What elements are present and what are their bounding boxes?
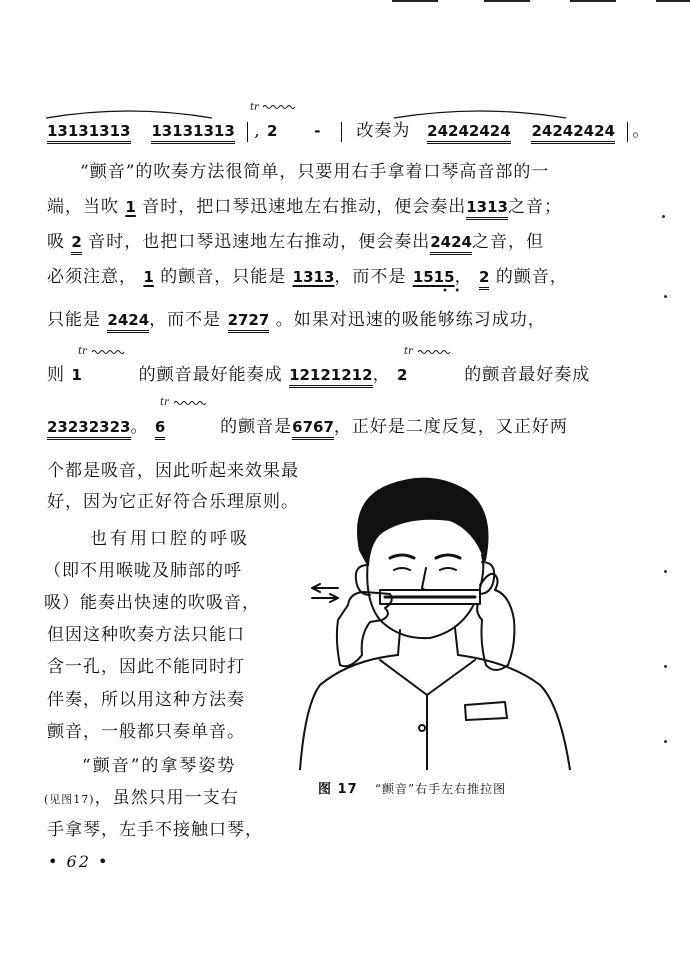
text-segment: ，而不是 <box>149 310 222 330</box>
note-6767: 6767 <box>292 418 334 440</box>
notation-seq-c: 24242424 <box>427 122 511 144</box>
p2-line-4: 但因这种吹奏方法只能口 <box>47 625 245 645</box>
trill-wave-icon <box>174 400 208 406</box>
text-segment: 。如果对迅速的吸能够练习成功， <box>275 310 546 330</box>
note-1: 1 <box>143 268 154 286</box>
note-1: 1 <box>125 198 136 216</box>
trill-wave-icon <box>418 349 452 355</box>
bar-line <box>247 122 248 142</box>
note-2727: 2727 <box>228 311 270 333</box>
header-rule-3 <box>570 0 616 2</box>
trill-mark: tr <box>160 397 169 408</box>
p2-line-3: 吸）能奏出快速的吹吸音， <box>44 593 260 613</box>
note-2: 2 <box>396 366 408 384</box>
text-segment: 的颤音，只能是 <box>160 267 287 287</box>
margin-speck <box>662 215 665 218</box>
note-2: 2 <box>71 233 81 255</box>
text-segment: ，正好是二度反复，又正好两 <box>333 417 568 437</box>
text-segment: 音时，也把口琴迅速地左右推动，便会奏出 <box>88 232 431 252</box>
text-segment: ，而不是 <box>334 267 407 287</box>
p1-line-8: 个都是吸音，因此听起来效果最 <box>47 461 299 481</box>
notation-dash: - <box>314 122 321 140</box>
p1-line-9: 好，因为它正好符合乐理原则。 <box>47 492 299 512</box>
figure-caption <box>318 778 506 797</box>
note-12121212: 12121212 <box>289 366 373 388</box>
note-1313: 1313 <box>292 268 335 286</box>
header-rule-1 <box>392 0 438 2</box>
p2-line-7: 颤音，一般都只奏单音。 <box>47 722 245 742</box>
p2-line-2: （即不用喉咙及肺部的呼 <box>44 561 242 581</box>
note-1: 1 <box>71 366 82 384</box>
p3-line-1: “颤音”的拿琴姿势 <box>82 756 237 776</box>
notation-text: 改奏为 <box>356 121 411 141</box>
p2-line-6: 伴奏，所以用这种方法奏 <box>47 690 245 710</box>
trill-wave-icon <box>92 349 126 355</box>
trill-mark: tr <box>78 346 87 357</box>
margin-speck <box>664 295 667 298</box>
text-segment: 的颤音， <box>495 267 568 287</box>
dot-below: • • <box>442 286 461 297</box>
bar-line <box>341 122 342 142</box>
bar-line <box>627 122 628 142</box>
notation-seq-b: 13131313 <box>151 122 235 144</box>
notation-note-2: 2 <box>267 122 278 140</box>
text-segment: 之音，但 <box>472 232 544 252</box>
p1-line-1: “颤音”的吹奏方法很简单，只要用右手拿着口琴高音部的一 <box>80 162 550 182</box>
p1-line-7 <box>47 412 568 437</box>
p3-line-2 <box>44 783 239 808</box>
figure-ref: (见图17) <box>44 793 95 806</box>
trill-mark: tr <box>404 346 413 357</box>
trill-wave-icon <box>263 104 297 110</box>
p2-line-1: 也有用口腔的呼吸 <box>90 529 250 549</box>
p3-line-3: 手拿琴，左手不接触口琴， <box>47 820 263 840</box>
note-2: 2 <box>479 268 489 290</box>
p2-line-5: 含一孔，因此不能同时打 <box>47 657 245 677</box>
text-segment: 的颤音最好奏成 <box>464 365 591 385</box>
text-segment: ， <box>372 365 391 385</box>
note-1313: 1313 <box>466 198 508 220</box>
text-segment: 音时，把口琴迅速地左右推动，便会奏出 <box>142 197 467 217</box>
margin-speck <box>664 740 667 743</box>
p1-line-2 <box>47 192 562 217</box>
text-segment: 端，当吹 <box>47 197 119 217</box>
margin-speck <box>664 665 667 668</box>
text-segment: 只能是 <box>47 310 101 330</box>
figure-label: 图 17 <box>318 782 358 797</box>
p1-line-5 <box>47 305 546 330</box>
note-6: 6 <box>155 418 165 440</box>
text-segment: 的颤音是 <box>220 417 293 437</box>
note-23232323: 23232323 <box>47 418 131 440</box>
text-segment: ，虽然只用一支右 <box>94 788 239 808</box>
figure-caption-text: “颤音”右手左右推拉图 <box>374 782 507 796</box>
text-segment: 的颤音最好能奏成 <box>138 365 283 385</box>
notation-seq-d: 24242424 <box>531 122 615 144</box>
header-rule-4 <box>656 0 690 2</box>
note-2424: 2424 <box>107 311 149 333</box>
notation-line: 13131313 13131313 , 2 - 改奏为 24242424 24242424 。 <box>47 116 650 142</box>
text-segment: 必须注意， <box>47 267 137 287</box>
note-1515: 1515 <box>412 268 455 286</box>
text-segment: 吸 <box>47 232 65 252</box>
text-segment: 则 <box>47 365 65 385</box>
trill-mark: tr <box>250 102 259 113</box>
p1-line-3 <box>47 227 544 252</box>
notation-seq-a: 13131313 <box>47 122 131 144</box>
page-number: • 62 • <box>48 852 110 871</box>
p1-line-4 <box>47 262 568 287</box>
text-segment: ， <box>454 267 473 287</box>
harmonica-player-illustration <box>290 470 590 770</box>
header-rule-2 <box>484 0 530 2</box>
note-2424: 2424 <box>430 233 472 255</box>
p1-line-6 <box>47 360 590 385</box>
margin-speck <box>664 570 667 573</box>
notation-end: 。 <box>632 121 651 141</box>
text-segment: 之音； <box>508 197 562 217</box>
text-segment: 。 <box>130 417 149 437</box>
